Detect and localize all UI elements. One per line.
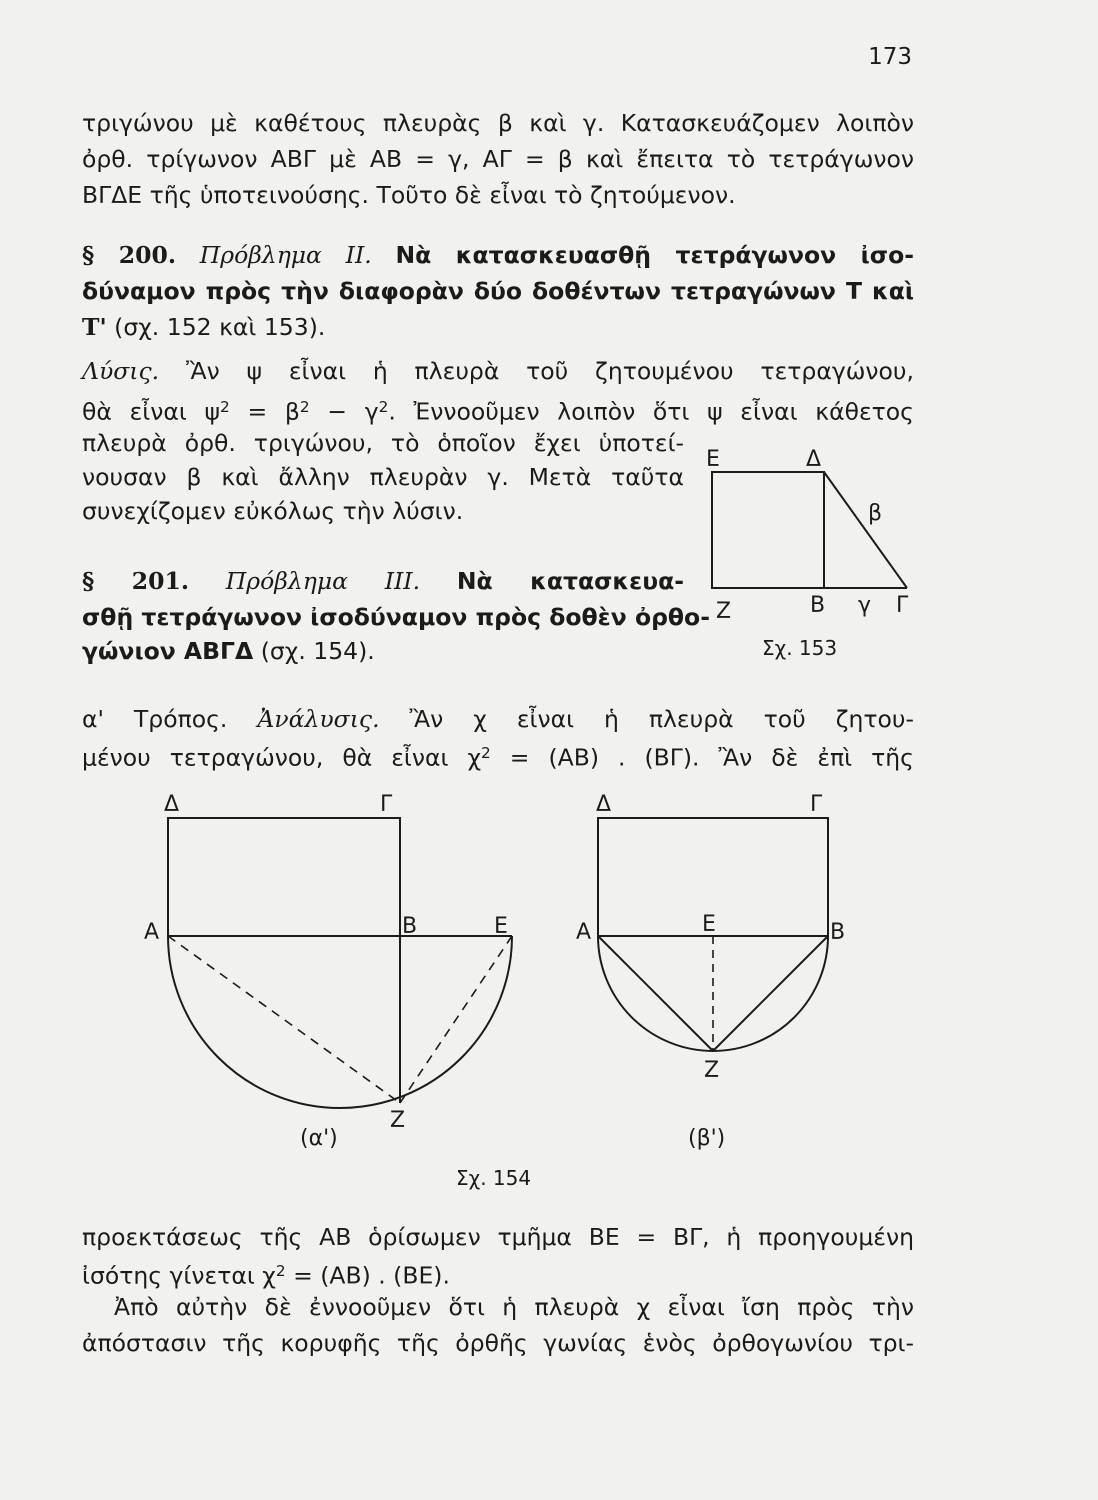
text-line: ἀπόστασιν τῆς κορυφῆς τῆς ὀρθῆς γωνίας ἑνὸς ὀρθογωνίου τρι- [82,1329,914,1357]
figure-154a [140,785,540,1155]
page-number: 173 [868,44,912,70]
method-text: Ἂν χ εἶναι ἡ πλευρὰ τοῦ ζητου- [409,705,914,733]
problem-statement-line [82,636,375,666]
figure-caption: Σχ. 153 [762,636,838,660]
method-line [82,704,914,734]
problem-statement: γώνιον ΑΒΓΔ [82,637,254,665]
exponent: 2 [220,398,230,416]
problem-statement: Νὰ κατασκευα- [456,567,684,595]
label-b: Β [402,914,418,939]
label-g: Γ [810,792,823,817]
exponent: 2 [378,398,389,416]
label-b: Β [830,920,846,945]
solution-line: συνεχίζομεν εὐκόλως τὴν λύσιν. [82,497,464,525]
figure-caption: Σχ. 154 [456,1166,532,1190]
square-bgde [712,472,824,588]
equation-part: = (ΑΒ) . (ΒΕ). [293,1261,450,1290]
equation-part: = (ΑΒ) . (ΒΓ). Ἂν δὲ ἐπὶ τῆς [509,743,914,772]
text-line: ΒΓΔΕ τῆς ὑποτεινούσης. Τοῦτο δὲ εἶναι τὸ ζητούμενον. [82,181,736,209]
section-200-heading-line [82,240,914,270]
text-line [82,1256,450,1291]
label-beta: β [868,501,883,526]
label-e: Ε [494,914,508,939]
exponent: 2 [481,744,491,762]
label-d: Δ [596,792,612,817]
equation-part: ἰσότης γίνεται χ [82,1261,276,1290]
problem-label: Πρόβλημα ΙΙ. [199,241,372,269]
text-line: ὀρθ. τρίγωνον ΑΒΓ μὲ ΑΒ = γ, ΑΓ = β καὶ ἔπειτα τὸ τετράγωνον [82,145,914,173]
dashed-ez [400,936,512,1103]
problem-statement-line: δύναμον πρὸς τὴν διαφορὰν δύο δοθέντων τετραγώνων Τ καὶ [82,277,914,305]
label-a: Α [144,920,160,945]
semicircle [168,936,512,1108]
equation-part: . Ἐννοοῦμεν λοιπὸν ὅτι ψ εἶναι κάθετος [388,397,914,426]
exponent: 2 [299,398,310,416]
method-label: α' Τρόπος. [82,705,228,733]
figure-tag: (α') [300,1126,338,1151]
problem-statement-line [82,312,325,342]
equation-part: μένου τετραγώνου, θὰ εἶναι χ [82,743,482,772]
label-d: Δ [806,447,822,472]
problem-statement-line: σθῇ τετράγωνον ἰσοδύναμον πρὸς δοθὲν ὀρθο- [82,603,710,631]
figure-reference: (σχ. 154). [260,637,375,665]
section-number: § 201. [82,567,190,595]
label-d: Δ [164,792,180,817]
equation-part: − γ [327,397,379,426]
label-e: Ε [702,912,716,937]
analysis-label: Ἀνάλυσις. [257,705,380,733]
problem-label: Πρόβλημα ΙΙΙ. [225,567,421,595]
solution-line [82,356,914,386]
label-gamma: γ [858,593,872,618]
solution-text: Ἂν ψ εἶναι ἡ πλευρὰ τοῦ ζητουμένου τετραγώνου, [185,357,914,385]
problem-statement: Νὰ κατασκευασθῇ τετράγωνον ἰσο- [395,241,914,269]
rectangle-abgd [168,818,400,936]
label-z: Ζ [390,1108,406,1133]
dashed-az [168,936,400,1103]
label-z: Ζ [716,599,732,624]
figure-tag: (β') [688,1126,726,1151]
problem-statement: Τ' [82,313,107,341]
section-number: § 200. [82,241,176,269]
figure-154b [570,785,870,1155]
label-z: Ζ [704,1058,720,1083]
method-line [82,738,914,773]
section-201-heading-line [82,566,684,596]
hypotenuse-line [824,472,907,588]
text-line: τριγώνου μὲ καθέτους πλευρὰς β καὶ γ. Κατασκευάζομεν λοιπὸν [82,109,914,137]
solution-line: πλευρὰ ὀρθ. τριγώνου, τὸ ὁποῖον ἔχει ὑποτεί- [82,429,684,457]
figure-153 [700,440,920,640]
text-line: Ἀπὸ αὐτὴν δὲ ἐννοοῦμεν ὅτι ἡ πλευρὰ χ εἶναι ἴση πρὸς τὴν [114,1293,914,1321]
solution-line [82,392,914,427]
solution-label: Λύσις. [82,357,160,385]
text-line: προεκτάσεως τῆς ΑΒ ὁρίσωμεν τμῆμα ΒΕ = ΒΓ, ἡ προηγουμένη [82,1223,914,1251]
equation-part: = β [247,397,300,426]
solution-line: νουσαν β καὶ ἄλλην πλευρὰν γ. Μετὰ ταῦτα [82,463,684,491]
label-a: Α [576,920,592,945]
label-e: Ε [706,447,720,472]
label-b: Β [810,593,826,618]
line-az [598,936,713,1051]
equation-part: θὰ εἶναι ψ [82,397,221,426]
exponent: 2 [275,1262,286,1280]
figure-reference: (σχ. 152 καὶ 153). [114,313,326,341]
label-g: Γ [896,593,909,618]
line-bz [713,936,828,1051]
label-g: Γ [380,792,393,817]
